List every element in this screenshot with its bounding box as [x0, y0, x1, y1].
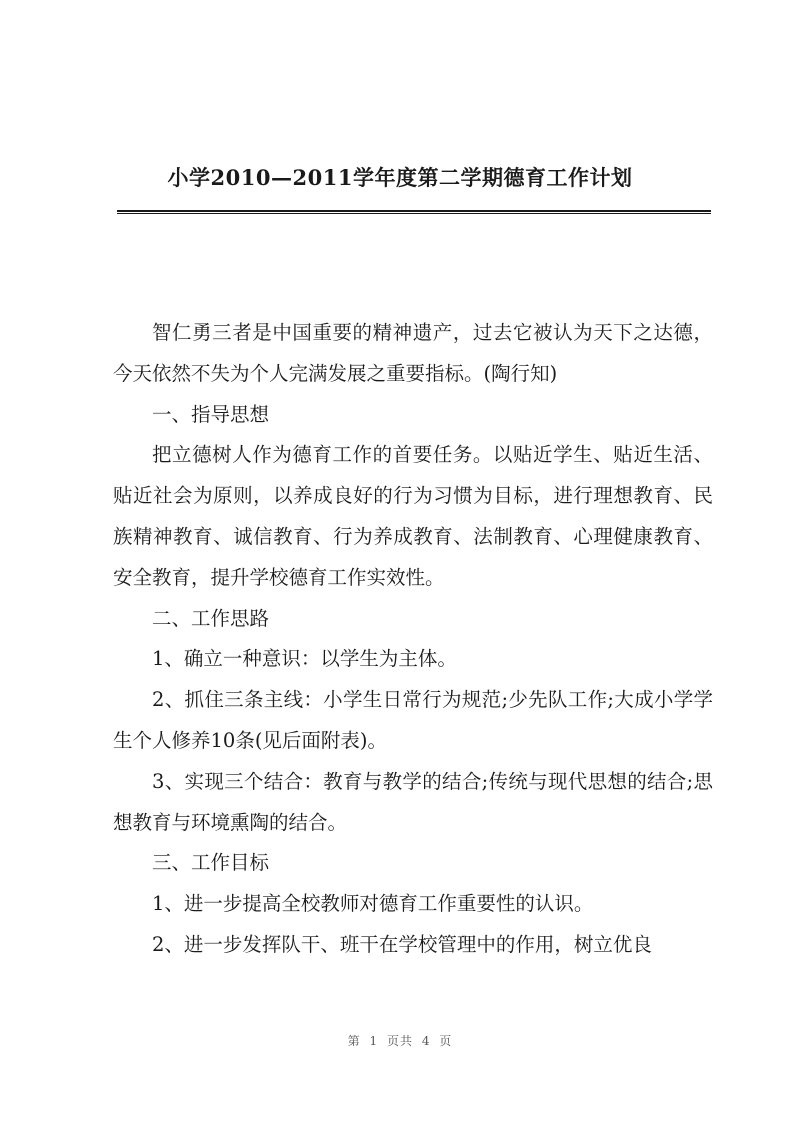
work-goal-item-2: 2、进一步发挥队干、班干在学校管理中的作用，树立优良: [152, 932, 652, 956]
footer-page-number: 1: [369, 1034, 379, 1048]
page-footer: [0, 1032, 800, 1049]
work-approach-item-1: 1、确立一种意识：以学生为主体。: [152, 647, 457, 671]
work-approach-item-3: 3、实现三个结合：教育与教学的结合;传统与现代思想的结合;思想教育与环境熏陶的结合。: [113, 769, 713, 834]
document-body: [113, 313, 713, 966]
footer-middle: 页共: [386, 1034, 413, 1048]
guiding-ideology-paragraph: 把立德树人作为德育工作的首要任务。以贴近学生、贴近生活、贴近社会为原则，以养成良好的行为习惯为目标，进行理想教育、民族精神教育、诚信教育、行为养成教育、法制教育、心理健康教育、安全教育，提升学校德育工作实效性。: [113, 443, 713, 589]
work-goal-item-1: 1、进一步提高全校教师对德育工作重要性的认识。: [152, 892, 594, 916]
footer-suffix: 页: [439, 1034, 453, 1048]
footer-prefix: 第: [347, 1034, 361, 1048]
section-heading-work-goals: 三、工作目标: [152, 851, 270, 875]
document-title: 小学2010—2011学年度第二学期德育工作计划: [167, 165, 633, 190]
section-heading-guiding-ideology: 一、指导思想: [152, 402, 270, 426]
section-heading-work-approach: 二、工作思路: [152, 606, 270, 630]
intro-quote-paragraph: 智仁勇三者是中国重要的精神遗产，过去它被认为天下之达德，今天依然不失为个人完满发展之重要指标。(陶行知): [113, 321, 713, 385]
work-approach-item-2: 2、抓住三条主线：小学生日常行为规范;少先队工作;大成小学学生个人修养10条(见后面附表)。: [113, 688, 713, 752]
footer-total-pages: 4: [421, 1034, 431, 1048]
title-divider: [117, 210, 711, 214]
